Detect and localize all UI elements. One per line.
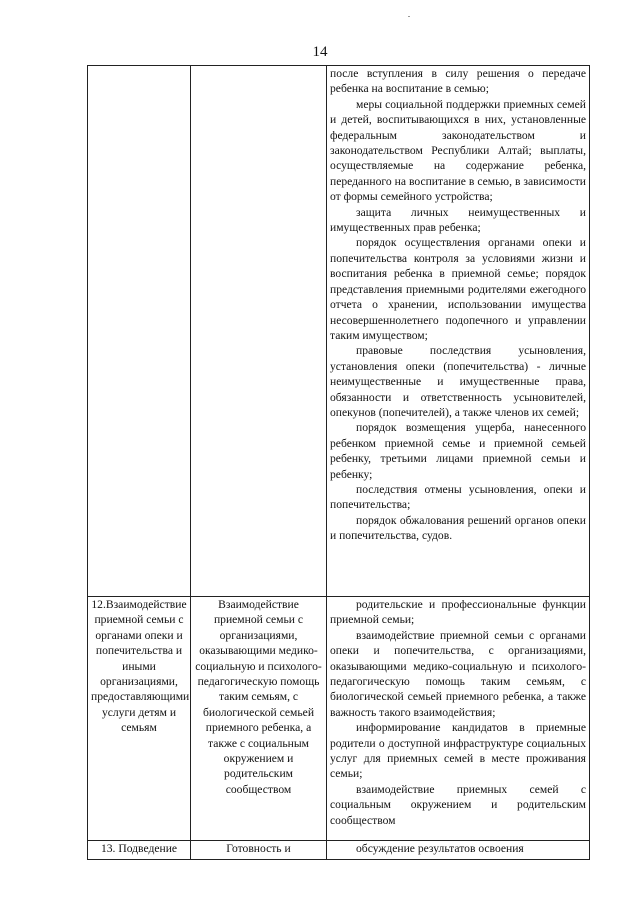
details-paragraph: информирование кандидатов в приемные родители о доступной инфраструктуре социальных услуг для приемных семей в месте проживания семьи; xyxy=(330,721,586,781)
table-row xyxy=(88,597,590,841)
content-cell: Готовность и xyxy=(191,841,327,860)
details-paragraph: взаимодействие приемной семьи с органами опеки и попечительства, с организациями, оказывающими медико-социальную и психолого-педагогическую помощь таким семьям, с биологической семьей приемного ребенка, а также важность такого взаимодействия; xyxy=(330,628,586,719)
details-paragraph: последствия отмены усыновления, опеки и попечительства; xyxy=(330,482,586,512)
content-cell xyxy=(191,66,327,597)
details-paragraph: меры социальной поддержки приемных семей и детей, воспитывающихся в них, установленные федеральным законодательством и законодательством Республики Алтай; выплаты, осуществляемые на содержание ребенка, переданного на воспитание в семью, в зависимости от формы семейного устройства; xyxy=(330,97,586,204)
table-row xyxy=(88,66,590,597)
details-paragraph: защита личных неимущественных и имущественных прав ребенка; xyxy=(330,205,586,235)
details-paragraph: обсуждение результатов освоения xyxy=(356,842,524,855)
details-paragraph: правовые последствия усыновления, установления опеки (попечительства) - личные неимущественные и имущественные права, обязанности и ответственность усыновителей, опекунов (попечителей), а также членов их семей; xyxy=(330,344,586,419)
details-paragraph: после вступления в силу решения о передаче ребенка на воспитание в семью; xyxy=(330,67,586,96)
details-paragraph: родительские и профессиональные функции приемной семьи; xyxy=(330,598,586,627)
topic-cell xyxy=(88,66,191,597)
page-number: 14 xyxy=(312,44,328,60)
details-cell xyxy=(327,66,590,597)
topic-cell: 12.Взаимодействие приемной семьи с органами опеки и попечительства и иными организациями, предоставляющими услуги детям и семьям xyxy=(88,597,191,841)
curriculum-table xyxy=(87,65,590,860)
table-row xyxy=(88,841,590,860)
details-paragraph: порядок осуществления органами опеки и попечительства контроля за условиями жизни и воспитания ребенка в приемной семье; порядок представления приемными родителями ежегодного отчета о хранении, использовании имущества несовершеннолетнего подопечного и управлении таким имуществом; xyxy=(330,236,586,342)
details-paragraph: взаимодействие приемных семей с социальным окружением и родительским сообществом xyxy=(330,782,586,827)
details-cell xyxy=(327,841,590,860)
details-cell xyxy=(327,597,590,841)
details-paragraph: порядок обжалования решений органов опеки и попечительства, судов. xyxy=(330,513,586,543)
topic-cell: 13. Подведение xyxy=(88,841,191,860)
scan-speck xyxy=(408,16,410,17)
content-cell: Взаимодействие приемной семьи с организациями, оказывающими медико-социальную и психолого-педагогическую помощь таким семьям, с биологической семьей приемного ребенка, а также с социальным окружением и родительским сообществом xyxy=(191,597,327,841)
details-paragraph: порядок возмещения ущерба, нанесенного ребенком приемной семье и приемной семьей ребенку, третьими лицами приемной семьи и ребенку; xyxy=(330,421,586,481)
